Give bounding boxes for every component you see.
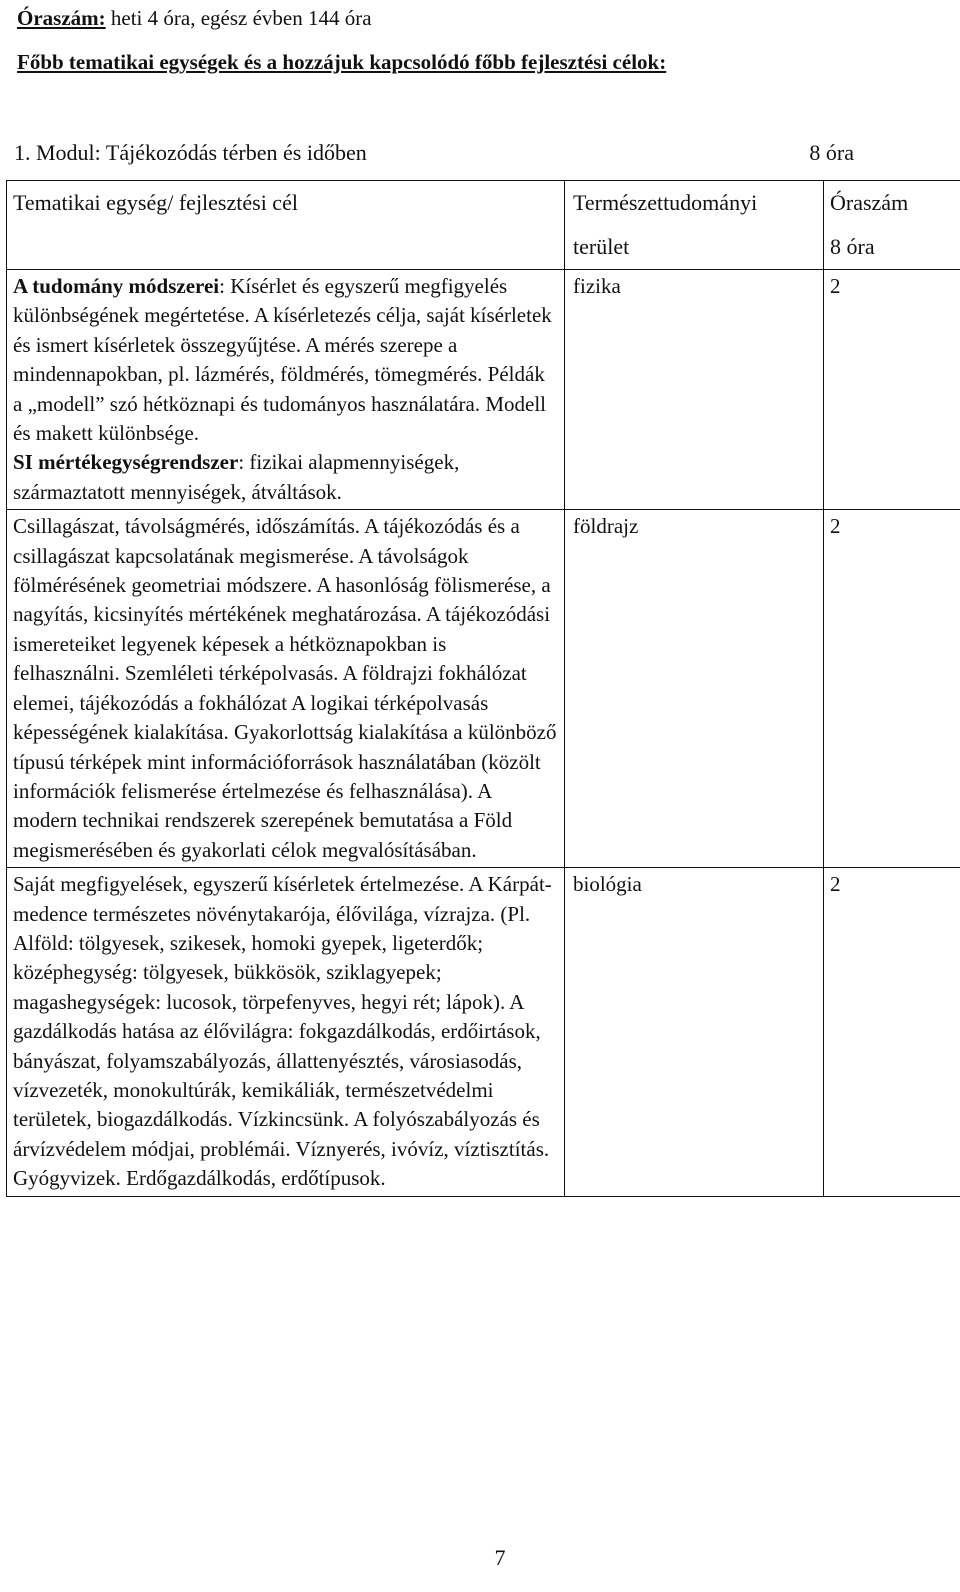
topic-description [7, 510, 565, 868]
topic-text: Csillagászat, távolságmérés, időszámítás. A tájékozódás és a csillagászat kapcsolatának megismerése. A távolságok fölmérésének geometriai módszere. A hasonlóság fölismerése, a nagyítás, kicsinyítés mértékének meghatározása. A tájékozódási ismereteiket legyenek képesek a hétköznapokban is felhasználni. Szemléleti térképolvasás. A földrajzi fokhálózat elemei, tájékozódás a fokhálózat A logikai térképolvasás képességének kialakítása. Gyakorlottság kialakítása a különböző típusú térképek mint információforrások használatában (közölt információk felismerése értelmezése és felhasználása). A modern technikai rendszerek szerepének bemutatása a Föld megismerésében és gyakorlati célok megvalósításában. [13, 514, 557, 862]
science-area-label: földrajz [573, 514, 639, 539]
hours-cell [824, 510, 960, 868]
module-title: 1. Modul: Tájékozódás térben és időben [14, 140, 367, 165]
header-hours-line2: 8 óra [830, 234, 875, 259]
topic-text: : fizikai alapmennyiségek, származtatott mennyiségek, átváltások. [13, 450, 460, 504]
science-area [565, 868, 824, 1196]
hours-cell [824, 868, 960, 1196]
table-row [7, 868, 960, 1196]
header-hours-line1: Óraszám [830, 190, 909, 215]
topic-description [7, 868, 565, 1196]
units-title-line [17, 50, 666, 75]
science-area-label: fizika [573, 274, 621, 298]
hours-text: heti 4 óra, egész évben 144 óra [105, 6, 372, 30]
table-header-row [7, 181, 960, 270]
topic-text: : Kísérlet és egyszerű megfigyelés különbségének megértetése. A kísérletezés célja, saját kísérletek és ismert kísérletek összegyűjtése. A mérés szerepe a mindennapokban, pl. lázmérés, földmérés, tömegmérés. Példák a „modell” szó hétköznapi és tudományos használatára. Modell és makett különbsége. [13, 274, 552, 446]
hours-line [17, 6, 372, 31]
curriculum-table [6, 180, 960, 1197]
header-science-area [565, 181, 824, 270]
hours-value: 2 [830, 274, 841, 298]
topic-heading: SI mértékegységrendszer [13, 450, 239, 475]
header-topic-label: Tematikai egység/ fejlesztési cél [13, 190, 298, 215]
header-hours [824, 181, 960, 270]
topic-heading: A tudomány módszerei [13, 274, 220, 298]
topic-text: Saját megfigyelések, egyszerű kísérletek értelmezése. A Kárpát-medence természetes növénytakarója, élővilága, vízrajza. (Pl. Alföld: tölgyesek, szikesek, homoki gyepek, ligeterdők; középhegység: tölgyesek, bükkösök, sziklagyepek; magashegységek: lucosok, törpefenyves, hegyi rét; lápok). A gazdálkodás hatása az élővilágra: fokgazdálkodás, erdőirtások, bányászat, folyamszabályozás, állattenyésztés, városiasodás, vízvezeték, monokultúrák, kemikáliák, természetvédelmi területek, biogazdálkodás. Vízkincsünk. A folyószabályozás és árvízvédelem módjai, problémái. Víznyerés, ivóvíz, víztisztítás. Gyógyvizek. Erdőgazdálkodás, erdőtípusok. [13, 872, 552, 1191]
module-heading [14, 140, 854, 166]
table-row [7, 270, 960, 510]
science-area [565, 510, 824, 868]
module-hours: 8 óra [809, 140, 854, 165]
table-row [7, 510, 960, 868]
header-topic [7, 181, 565, 270]
topic-description [7, 270, 565, 510]
hours-label: Óraszám: [17, 6, 106, 30]
header-area-line2: terület [573, 234, 630, 259]
header-area-line1: Természettudományi [573, 190, 758, 215]
units-title: Főbb tematikai egységek és a hozzájuk kapcsolódó főbb fejlesztési célok: [17, 50, 667, 74]
page-number: 7 [494, 1545, 506, 1570]
hours-value: 2 [830, 514, 841, 539]
science-area-label: biológia [573, 872, 642, 897]
hours-cell [824, 270, 960, 510]
hours-value: 2 [830, 872, 841, 897]
science-area [565, 270, 824, 510]
